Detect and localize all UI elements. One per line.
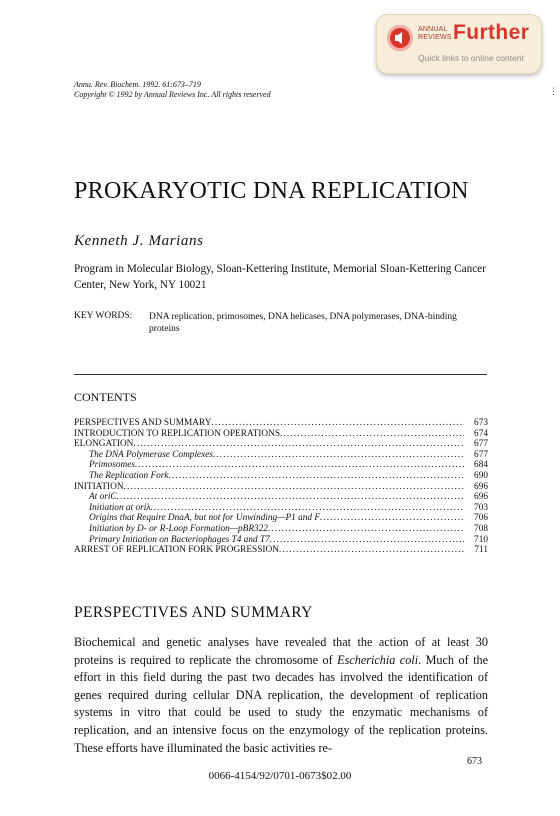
contents-heading: CONTENTS [74, 390, 137, 404]
section-heading: PERSPECTIVES AND SUMMARY [74, 604, 313, 621]
toc-entry-label: INTRODUCTION TO REPLICATION OPERATIONS [74, 428, 280, 439]
toc-entry-label: PERSPECTIVES AND SUMMARY [74, 418, 212, 428]
keywords-list: DNA replication, primosomes, DNA helicases, DNA polymerases, DNA-binding proteins [149, 312, 457, 334]
paragraph-text-end: . Much of the effort in this field during the past two decades has involved the identification of genes required during cellular DNA replication, the development of replication systems in vitro that could be used to study the enzymatic mechanisms of replication, and an intensive focus on the enzymology of the replication proteins. These efforts have illuminated the basic activities re- [74, 652, 488, 755]
toc-entry-page: 673 [474, 418, 488, 428]
further-links-banner[interactable] [376, 14, 542, 74]
toc-entry-page: 690 [474, 470, 488, 481]
toc-leader-dots [211, 418, 464, 429]
keywords-label: KEY WORDS: [74, 311, 133, 321]
toc-leader-dots [135, 460, 464, 471]
toc-entry-page: 708 [474, 523, 488, 534]
toc-entry-label: Origins that Require DnaA, but not for Unwinding—P1 and F [89, 513, 321, 524]
toc-entry-page: 677 [474, 439, 488, 450]
toc-entry-label: ARREST OF REPLICATION FORK PROGRESSION [74, 545, 279, 556]
toc-entry-page: 684 [474, 460, 488, 471]
toc-entry[interactable] [74, 545, 488, 556]
divider-rule [74, 374, 487, 375]
toc-entry-label: INITIATION [74, 481, 124, 492]
copyright-line: Copyright © 1992 by Annual Reviews Inc. All rights reserved [74, 90, 271, 99]
toc-entry-page: 711 [474, 545, 488, 556]
price-code: 0066-4154/92/0701-0673$02.00 [208, 770, 352, 782]
toc-entry-page: 677 [474, 449, 488, 460]
toc-leader-dots [280, 429, 464, 440]
author-affiliation: Program in Molecular Biology, Sloan-Kettering Institute, Memorial Sloan-Kettering Cancer Center, New York, NY 10021 [74, 263, 486, 291]
toc-entry[interactable] [74, 429, 488, 440]
toc-entry[interactable] [74, 482, 488, 493]
toc-entry-label: ELONGATION [74, 439, 134, 450]
speaker-logo-icon [387, 25, 413, 51]
toc-leader-dots [268, 524, 464, 535]
toc-entry-label: Initiation by D- or R-Loop Formation—pBR322 [89, 523, 268, 534]
banner-brand-line2: REVIEWS [418, 34, 452, 41]
more-options-icon[interactable]: ⋮ [549, 86, 558, 96]
toc-entry-label: The Replication Fork [89, 470, 169, 481]
banner-subtitle[interactable]: Quick links to online content [418, 53, 524, 63]
table-of-contents [74, 418, 488, 556]
toc-entry-page: 674 [474, 428, 488, 439]
toc-entry-page: 710 [474, 534, 488, 545]
toc-entry[interactable] [74, 471, 488, 482]
toc-entry-label: At oriC [89, 492, 117, 503]
article-author: Kenneth J. Marians [74, 233, 204, 249]
toc-leader-dots [117, 492, 464, 503]
paragraph-text-start: Biochemical and genetic analyses have revealed that the action of at least 30 proteins is required to replicate the chromosome of [74, 635, 488, 667]
toc-entry-page: 703 [474, 502, 488, 513]
journal-citation [74, 80, 271, 100]
banner-brand-text [418, 26, 452, 42]
toc-leader-dots [270, 535, 464, 546]
toc-entry[interactable] [74, 535, 488, 546]
toc-leader-dots [150, 503, 464, 514]
toc-entry[interactable] [74, 439, 488, 450]
banner-further-label[interactable]: Further [453, 21, 530, 44]
toc-entry[interactable] [74, 460, 488, 471]
article-title: PROKARYOTIC DNA REPLICATION [74, 178, 469, 204]
toc-entry-label: Initiation at oriλ [89, 502, 151, 513]
journal-line: Annu. Rev. Biochem. 1992. 61:673–719 [74, 80, 201, 89]
toc-entry[interactable] [74, 418, 488, 429]
organism-name: Escherichia coli [337, 652, 419, 667]
toc-leader-dots [320, 513, 464, 524]
toc-entry-page: 696 [474, 492, 488, 503]
toc-leader-dots [133, 439, 464, 450]
toc-entry[interactable] [74, 503, 488, 514]
toc-entry-page: 696 [474, 481, 488, 492]
toc-entry-label: The DNA Polymerase Complexes [89, 449, 214, 460]
page-number: 673 [467, 756, 482, 767]
toc-entry-label: Primary Initiation on Bacteriophages T4 and T7 [89, 534, 270, 545]
toc-leader-dots [279, 545, 464, 556]
body-paragraph [74, 634, 488, 757]
toc-entry-page: 706 [474, 513, 488, 524]
toc-entry-label: Primosomes [89, 460, 135, 471]
toc-leader-dots [169, 471, 464, 482]
toc-entry[interactable] [74, 492, 488, 503]
toc-entry[interactable] [74, 524, 488, 535]
toc-leader-dots [124, 482, 464, 493]
toc-entry[interactable] [74, 513, 488, 524]
toc-entry[interactable] [74, 450, 488, 461]
toc-leader-dots [213, 450, 464, 461]
banner-brand-line1: ANNUAL [418, 26, 448, 33]
